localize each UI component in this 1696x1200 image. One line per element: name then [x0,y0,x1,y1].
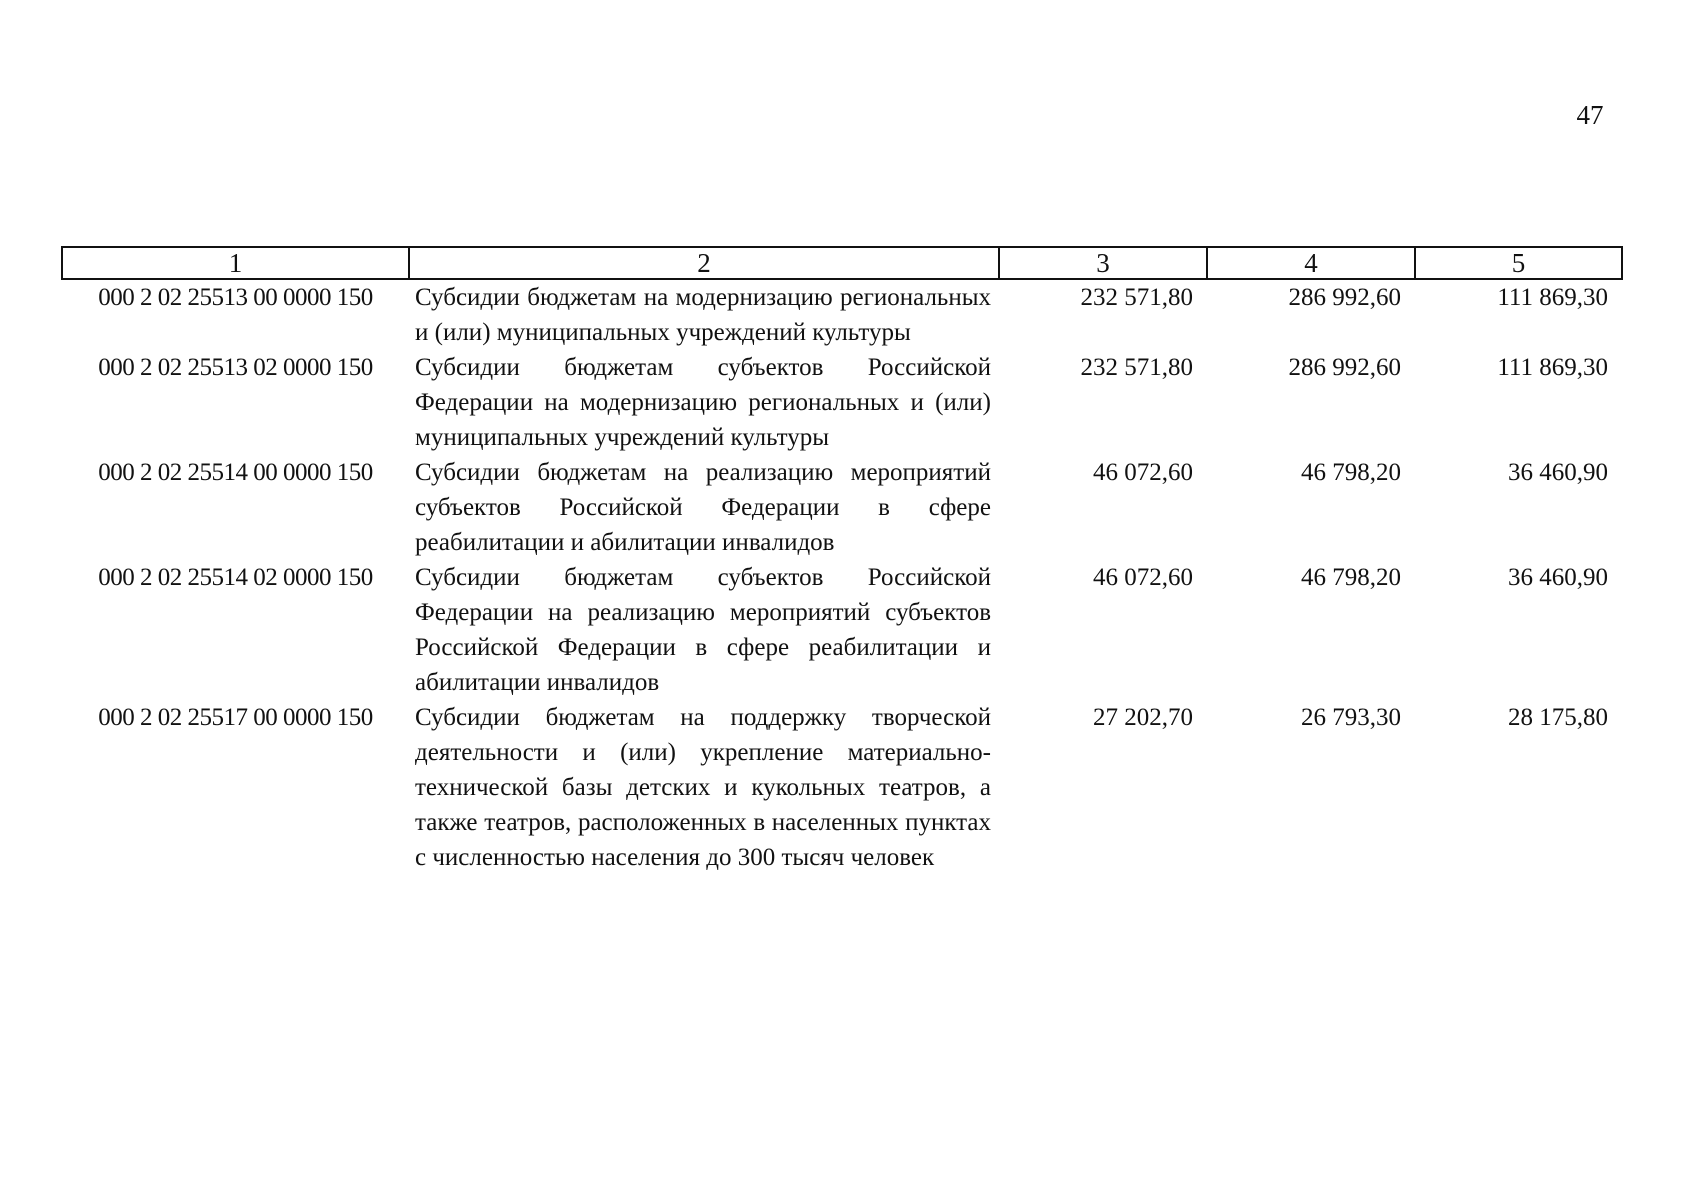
row-name: Субсидии бюджетам субъектов Российской Федерации на модернизацию региональных и (или) муниципальных учреждений культуры [415,354,991,451]
row-value-col4: 286 992,60 [1288,354,1401,381]
row-name: Субсидии бюджетам на модернизацию региональных и (или) муниципальных учреждений культуры [415,284,991,346]
header-row [62,247,1622,279]
table-body [62,279,1622,875]
page-number: 47 [1576,100,1604,130]
row-value-col3: 232 571,80 [1080,284,1193,311]
row-code: 000 2 02 25514 02 0000 150 [98,564,373,591]
row-value-col4: 286 992,60 [1288,284,1401,311]
row-value-col3: 46 072,60 [1093,564,1193,591]
table-row [62,350,1622,455]
budget-table [61,246,1623,875]
header-col-1: 1 [62,247,409,279]
row-name: Субсидии бюджетам на реализацию мероприятий субъектов Российской Федерации в сфере реабилитации и абилитации инвалидов [415,459,991,556]
row-value-col3: 46 072,60 [1093,459,1193,486]
header-col-4: 4 [1207,247,1415,279]
header-col-2: 2 [409,247,999,279]
row-value-col5: 28 175,80 [1508,704,1608,731]
row-value-col3: 232 571,80 [1080,354,1193,381]
table-row [62,279,1622,350]
table-row [62,700,1622,875]
header-col-3: 3 [999,247,1207,279]
row-value-col3: 27 202,70 [1093,704,1193,731]
header-col-5: 5 [1415,247,1622,279]
row-value-col5: 36 460,90 [1508,459,1608,486]
row-value-col5: 111 869,30 [1497,284,1608,311]
row-value-col4: 26 793,30 [1301,704,1401,731]
row-value-col5: 36 460,90 [1508,564,1608,591]
row-name: Субсидии бюджетам на поддержку творческой деятельности и (или) укрепление материально-технической базы детских и кукольных театров, а также театров, расположенных в населенных пунктах с численностью населения до 300 тысяч человек [415,704,991,871]
row-value-col5: 111 869,30 [1497,354,1608,381]
table-header [62,247,1622,279]
row-code: 000 2 02 25514 00 0000 150 [98,459,373,486]
row-value-col4: 46 798,20 [1301,564,1401,591]
row-code: 000 2 02 25517 00 0000 150 [98,704,373,731]
row-code: 000 2 02 25513 00 0000 150 [98,284,373,311]
table-row [62,455,1622,560]
row-code: 000 2 02 25513 02 0000 150 [98,354,373,381]
budget-table-container [61,246,1621,875]
row-name: Субсидии бюджетам субъектов Российской Федерации на реализацию мероприятий субъектов Российской Федерации в сфере реабилитации и абилитации инвалидов [415,564,991,696]
row-value-col4: 46 798,20 [1301,459,1401,486]
table-row [62,560,1622,700]
